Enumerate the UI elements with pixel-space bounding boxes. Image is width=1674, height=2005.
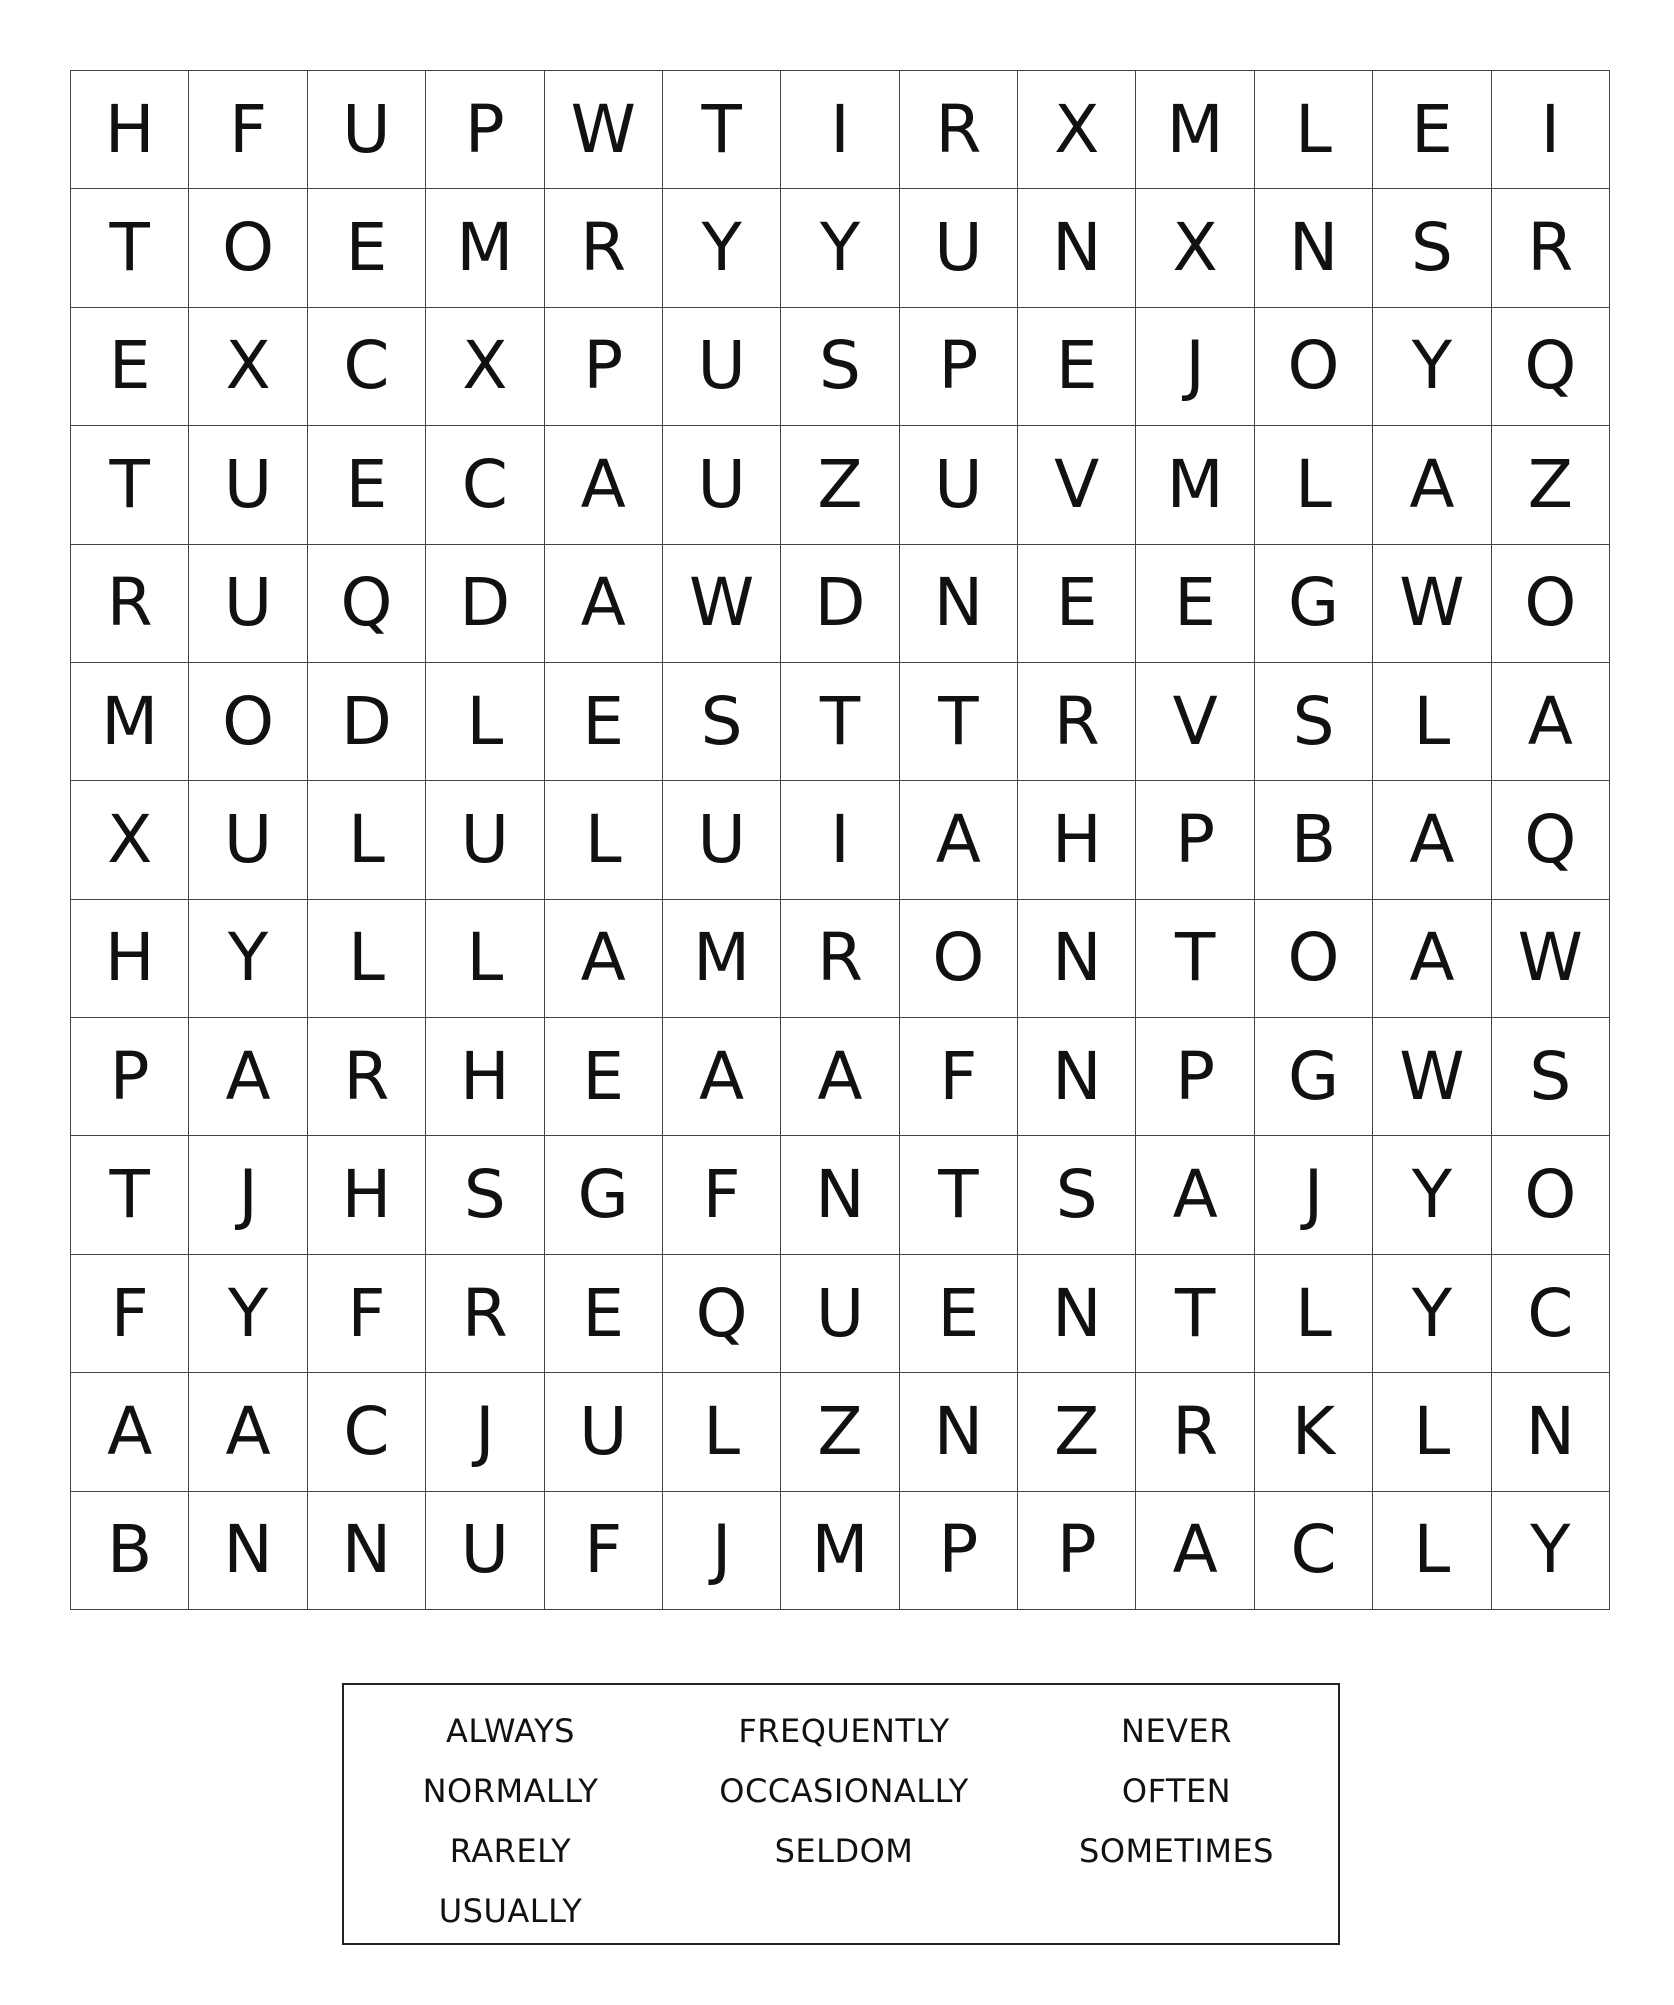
grid-cell[interactable]: L <box>1255 426 1373 544</box>
grid-cell[interactable]: H <box>71 71 189 189</box>
grid-cell[interactable]: R <box>1018 663 1136 781</box>
grid-cell[interactable]: N <box>1255 189 1373 307</box>
grid-cell[interactable]: O <box>189 189 307 307</box>
grid-cell[interactable]: V <box>1136 663 1254 781</box>
word-item: OFTEN <box>1121 1772 1232 1810</box>
grid-cell[interactable]: R <box>545 189 663 307</box>
word-item: SOMETIMES <box>1079 1832 1274 1870</box>
grid-cell[interactable]: T <box>900 663 1018 781</box>
word-item: SELDOM <box>774 1832 914 1870</box>
grid-cell[interactable]: S <box>1373 189 1491 307</box>
grid-cell[interactable]: E <box>900 1255 1018 1373</box>
grid-cell[interactable]: E <box>71 308 189 426</box>
grid-cell[interactable]: S <box>1018 1136 1136 1254</box>
grid-cell[interactable]: F <box>663 1136 781 1254</box>
grid-cell[interactable]: Z <box>781 1373 899 1491</box>
grid-cell[interactable]: Y <box>1492 1492 1610 1610</box>
grid-cell[interactable]: K <box>1255 1373 1373 1491</box>
grid-cell[interactable]: O <box>900 900 1018 1018</box>
grid-cell[interactable]: U <box>308 71 426 189</box>
grid-cell[interactable]: E <box>1018 545 1136 663</box>
grid-cell[interactable]: R <box>426 1255 544 1373</box>
word-item: NORMALLY <box>422 1772 599 1810</box>
grid-cell[interactable]: U <box>663 426 781 544</box>
grid-cell[interactable]: E <box>308 426 426 544</box>
grid-cell[interactable]: U <box>189 426 307 544</box>
grid-cell[interactable]: N <box>1018 900 1136 1018</box>
grid-cell[interactable]: V <box>1018 426 1136 544</box>
grid-cell[interactable]: U <box>426 781 544 899</box>
grid-cell[interactable]: Y <box>1373 308 1491 426</box>
grid-cell[interactable]: B <box>71 1492 189 1610</box>
grid-cell[interactable]: O <box>1255 900 1373 1018</box>
grid-cell[interactable]: L <box>308 781 426 899</box>
grid-cell[interactable]: N <box>1018 1255 1136 1373</box>
grid-cell[interactable]: X <box>1018 71 1136 189</box>
grid-cell[interactable]: T <box>781 663 899 781</box>
grid-cell[interactable]: U <box>189 781 307 899</box>
grid-cell[interactable]: O <box>1492 1136 1610 1254</box>
grid-cell[interactable]: T <box>900 1136 1018 1254</box>
grid-cell[interactable]: O <box>1492 545 1610 663</box>
word-item: RARELY <box>449 1832 572 1870</box>
grid-cell[interactable]: P <box>1136 781 1254 899</box>
grid-cell[interactable]: A <box>781 1018 899 1136</box>
grid-cell[interactable]: C <box>308 308 426 426</box>
word-item: USUALLY <box>438 1892 583 1930</box>
grid-cell[interactable]: L <box>426 900 544 1018</box>
word-item: ALWAYS <box>446 1712 575 1750</box>
grid-cell[interactable]: A <box>545 900 663 1018</box>
grid-cell[interactable]: L <box>1255 71 1373 189</box>
grid-cell[interactable]: L <box>1373 1373 1491 1491</box>
grid-cell[interactable]: F <box>900 1018 1018 1136</box>
grid-cell[interactable]: B <box>1255 781 1373 899</box>
grid-cell[interactable]: S <box>1492 1018 1610 1136</box>
grid-cell[interactable]: P <box>1136 1018 1254 1136</box>
grid-cell[interactable]: I <box>781 71 899 189</box>
grid-cell[interactable]: A <box>71 1373 189 1491</box>
grid-cell[interactable]: S <box>781 308 899 426</box>
grid-cell[interactable]: L <box>1255 1255 1373 1373</box>
grid-cell[interactable]: Y <box>189 900 307 1018</box>
grid-cell[interactable]: P <box>545 308 663 426</box>
grid-cell[interactable]: M <box>71 663 189 781</box>
grid-cell[interactable]: N <box>781 1136 899 1254</box>
grid-cell[interactable]: N <box>900 545 1018 663</box>
grid-cell[interactable]: N <box>1018 189 1136 307</box>
grid-cell[interactable]: O <box>1255 308 1373 426</box>
grid-cell[interactable]: Y <box>663 189 781 307</box>
grid-cell[interactable]: M <box>781 1492 899 1610</box>
grid-cell[interactable]: A <box>900 781 1018 899</box>
grid-cell[interactable]: X <box>189 308 307 426</box>
grid-cell[interactable]: Q <box>663 1255 781 1373</box>
grid-cell[interactable]: A <box>1136 1492 1254 1610</box>
grid-cell[interactable]: Q <box>1492 308 1610 426</box>
grid-cell[interactable]: C <box>308 1373 426 1491</box>
grid-cell[interactable]: U <box>900 189 1018 307</box>
grid-cell[interactable]: M <box>663 900 781 1018</box>
grid-cell[interactable]: S <box>426 1136 544 1254</box>
grid-cell[interactable]: R <box>71 545 189 663</box>
grid-cell[interactable]: U <box>781 1255 899 1373</box>
grid-cell[interactable]: W <box>1373 545 1491 663</box>
grid-cell[interactable]: S <box>663 663 781 781</box>
grid-cell[interactable]: L <box>663 1373 781 1491</box>
grid-cell[interactable]: A <box>663 1018 781 1136</box>
grid-cell[interactable]: A <box>1136 1136 1254 1254</box>
grid-cell[interactable]: E <box>1136 545 1254 663</box>
grid-cell[interactable]: E <box>545 1255 663 1373</box>
grid-cell[interactable]: S <box>1255 663 1373 781</box>
grid-cell[interactable]: N <box>900 1373 1018 1491</box>
grid-cell[interactable]: P <box>900 1492 1018 1610</box>
grid-cell[interactable]: E <box>308 189 426 307</box>
grid-cell[interactable]: Y <box>781 189 899 307</box>
grid-cell[interactable]: W <box>663 545 781 663</box>
grid-cell[interactable]: W <box>545 71 663 189</box>
grid-cell[interactable]: R <box>1492 189 1610 307</box>
grid-cell[interactable]: J <box>1136 308 1254 426</box>
grid-cell[interactable]: W <box>1373 1018 1491 1136</box>
grid-cell[interactable]: P <box>1018 1492 1136 1610</box>
grid-cell[interactable]: Z <box>1492 426 1610 544</box>
grid-cell[interactable]: J <box>426 1373 544 1491</box>
grid-cell[interactable]: P <box>426 71 544 189</box>
grid-cell[interactable]: X <box>1136 189 1254 307</box>
grid-cell[interactable]: D <box>426 545 544 663</box>
grid-cell[interactable]: T <box>1136 900 1254 1018</box>
grid-cell[interactable]: H <box>1018 781 1136 899</box>
grid-cell[interactable]: A <box>1373 426 1491 544</box>
grid-cell[interactable]: Y <box>1373 1136 1491 1254</box>
grid-cell[interactable]: H <box>71 900 189 1018</box>
grid-cell[interactable]: T <box>71 189 189 307</box>
grid-cell[interactable]: R <box>1136 1373 1254 1491</box>
grid-cell[interactable]: P <box>900 308 1018 426</box>
grid-cell[interactable]: Y <box>189 1255 307 1373</box>
grid-cell[interactable]: A <box>1492 663 1610 781</box>
grid-cell[interactable]: G <box>545 1136 663 1254</box>
grid-cell[interactable]: G <box>1255 545 1373 663</box>
grid-cell[interactable]: F <box>308 1255 426 1373</box>
grid-cell[interactable]: A <box>1373 781 1491 899</box>
grid-cell[interactable]: W <box>1492 900 1610 1018</box>
grid-cell[interactable]: N <box>1018 1018 1136 1136</box>
grid-cell[interactable]: U <box>426 1492 544 1610</box>
grid-cell[interactable]: N <box>1492 1373 1610 1491</box>
grid-cell[interactable]: T <box>71 1136 189 1254</box>
word-list <box>344 1701 1338 1941</box>
grid-cell[interactable]: F <box>71 1255 189 1373</box>
grid-cell[interactable]: J <box>189 1136 307 1254</box>
grid-cell[interactable]: L <box>1373 663 1491 781</box>
letter-grid <box>70 70 1610 1610</box>
grid-cell[interactable]: T <box>1136 1255 1254 1373</box>
grid-cell[interactable]: X <box>71 781 189 899</box>
grid-cell[interactable]: M <box>426 189 544 307</box>
grid-cell[interactable]: X <box>426 308 544 426</box>
grid-cell[interactable]: J <box>663 1492 781 1610</box>
grid-cell[interactable]: U <box>900 426 1018 544</box>
grid-cell[interactable]: M <box>1136 426 1254 544</box>
grid-cell[interactable]: L <box>1373 1492 1491 1610</box>
grid-cell[interactable]: D <box>308 663 426 781</box>
grid-cell[interactable]: E <box>1373 71 1491 189</box>
grid-cell[interactable]: T <box>663 71 781 189</box>
grid-cell[interactable]: G <box>1255 1018 1373 1136</box>
grid-cell[interactable]: R <box>781 900 899 1018</box>
grid-cell[interactable]: R <box>308 1018 426 1136</box>
grid-cell[interactable]: M <box>1136 71 1254 189</box>
grid-cell[interactable]: H <box>426 1018 544 1136</box>
grid-cell[interactable]: I <box>781 781 899 899</box>
grid-cell[interactable]: Q <box>1492 781 1610 899</box>
grid-cell[interactable]: J <box>1255 1136 1373 1254</box>
grid-cell[interactable]: T <box>71 426 189 544</box>
grid-cell[interactable]: Y <box>1373 1255 1491 1373</box>
word-item: NEVER <box>1121 1712 1232 1750</box>
grid-cell[interactable]: L <box>545 781 663 899</box>
grid-cell[interactable]: Z <box>781 426 899 544</box>
grid-cell[interactable]: E <box>1018 308 1136 426</box>
grid-cell[interactable]: O <box>189 663 307 781</box>
word-item: OCCASIONALLY <box>719 1772 969 1810</box>
grid-cell[interactable]: N <box>308 1492 426 1610</box>
grid-cell[interactable]: E <box>545 663 663 781</box>
grid-cell[interactable]: L <box>426 663 544 781</box>
grid-cell[interactable]: C <box>1492 1255 1610 1373</box>
grid-cell[interactable]: A <box>545 545 663 663</box>
grid-cell[interactable]: I <box>1492 71 1610 189</box>
grid-cell[interactable]: Q <box>308 545 426 663</box>
grid-cell[interactable]: N <box>189 1492 307 1610</box>
grid-cell[interactable]: F <box>545 1492 663 1610</box>
word-item: FREQUENTLY <box>738 1712 950 1750</box>
grid-cell[interactable]: A <box>1373 900 1491 1018</box>
word-bank <box>342 1683 1340 1945</box>
grid-cell[interactable]: P <box>71 1018 189 1136</box>
grid-cell[interactable]: L <box>308 900 426 1018</box>
grid-cell[interactable]: A <box>189 1018 307 1136</box>
grid-cell[interactable]: U <box>663 781 781 899</box>
grid-cell[interactable]: C <box>426 426 544 544</box>
grid-cell[interactable]: F <box>189 71 307 189</box>
grid-cell[interactable]: Z <box>1018 1373 1136 1491</box>
grid-cell[interactable]: U <box>189 545 307 663</box>
grid-cell[interactable]: R <box>900 71 1018 189</box>
grid-cell[interactable]: D <box>781 545 899 663</box>
grid-cell[interactable]: E <box>545 1018 663 1136</box>
grid-cell[interactable]: C <box>1255 1492 1373 1610</box>
grid-cell[interactable]: A <box>189 1373 307 1491</box>
grid-cell[interactable]: U <box>663 308 781 426</box>
grid-cell[interactable]: U <box>545 1373 663 1491</box>
grid-cell[interactable]: H <box>308 1136 426 1254</box>
grid-cell[interactable]: A <box>545 426 663 544</box>
